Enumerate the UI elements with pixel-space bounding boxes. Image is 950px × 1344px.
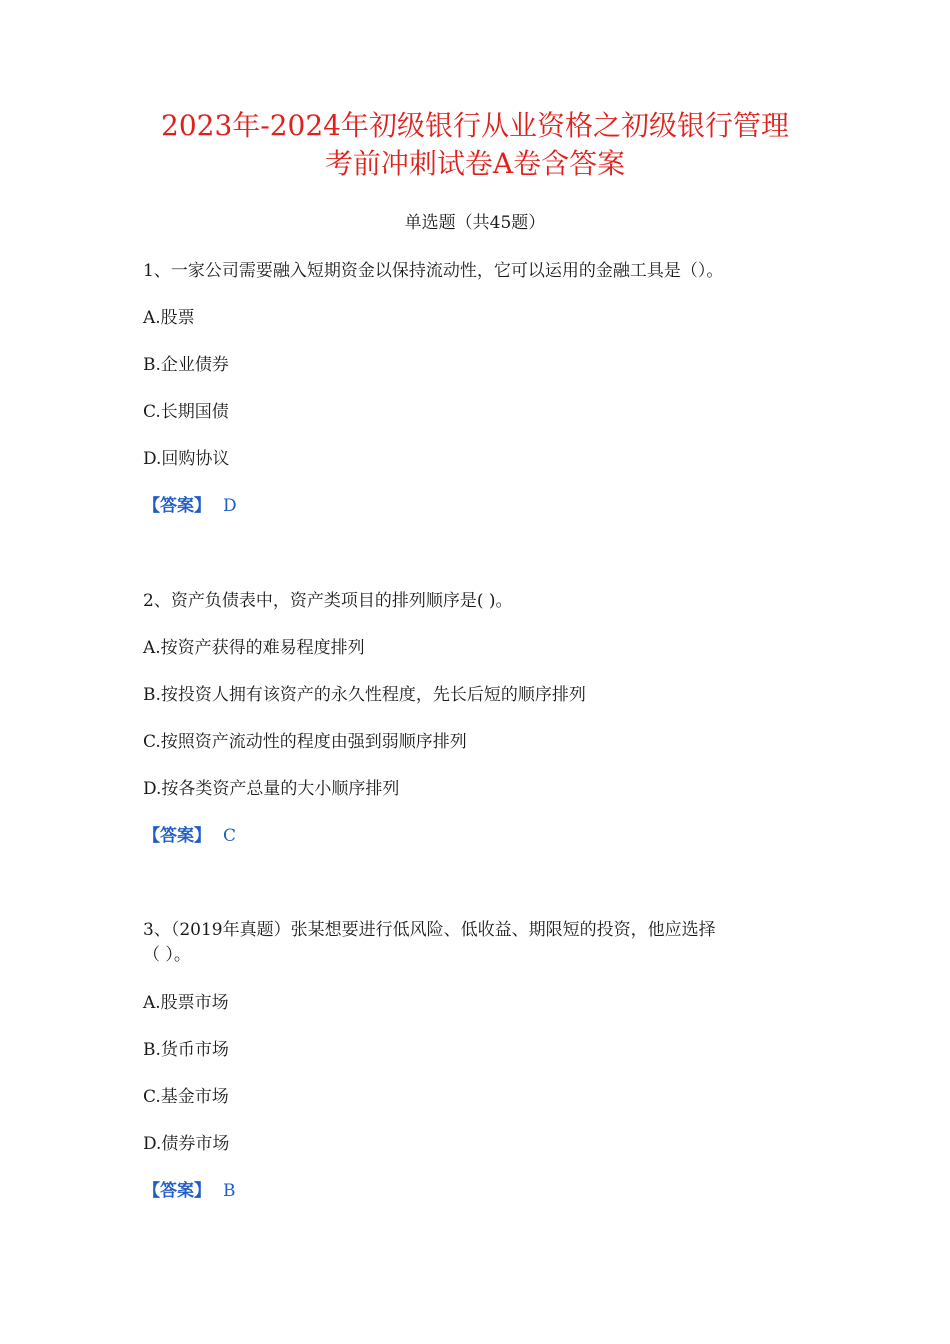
answer-label: 【答案】 [143, 826, 211, 846]
title-line-1: 2023年-2024年初级银行从业资格之初级银行管理 [161, 109, 789, 142]
question-1-option-b: B.企业债券 [143, 355, 229, 375]
section-heading: 单选题（共45题） [404, 213, 546, 233]
question-3-option-b: B.货币市场 [143, 1040, 229, 1060]
question-2-option-b: B.按投资人拥有该资产的永久性程度，先长后短的顺序排列 [143, 685, 586, 705]
question-2-stem: 2、资产负债表中，资产类项目的排列顺序是( )。 [143, 591, 513, 611]
question-2-answer [143, 824, 236, 848]
question-2-option-d: D.按各类资产总量的大小顺序排列 [143, 779, 400, 799]
question-2-option-c: C.按照资产流动性的程度由强到弱顺序排列 [143, 732, 467, 752]
title-line-2: 考前冲刺试卷A卷含答案 [324, 147, 626, 180]
question-1-option-c: C.长期国债 [143, 402, 229, 422]
answer-label: 【答案】 [143, 1181, 211, 1201]
answer-label: 【答案】 [143, 496, 211, 516]
document-title [100, 107, 850, 183]
question-3-option-d: D.债券市场 [143, 1134, 230, 1154]
question-3-answer [143, 1179, 236, 1203]
question-1-stem: 1、一家公司需要融入短期资金以保持流动性，它可以运用的金融工具是（）。 [143, 261, 724, 281]
answer-value: D [223, 496, 237, 516]
question-3-option-c: C.基金市场 [143, 1087, 229, 1107]
question-3-stem: 3、（2019年真题）张某想要进行低风险、低收益、期限短的投资，他应选择 [143, 920, 716, 940]
question-1-option-a: A.股票 [143, 308, 195, 328]
question-1-answer [143, 494, 237, 518]
question-2-option-a: A.按资产获得的难易程度排列 [143, 638, 365, 658]
question-3-option-a: A.股票市场 [143, 993, 229, 1013]
answer-value: B [223, 1181, 236, 1201]
question-3-stem-continued: （ ）。 [143, 945, 191, 965]
question-1-option-d: D.回购协议 [143, 449, 230, 469]
answer-value: C [223, 826, 237, 846]
